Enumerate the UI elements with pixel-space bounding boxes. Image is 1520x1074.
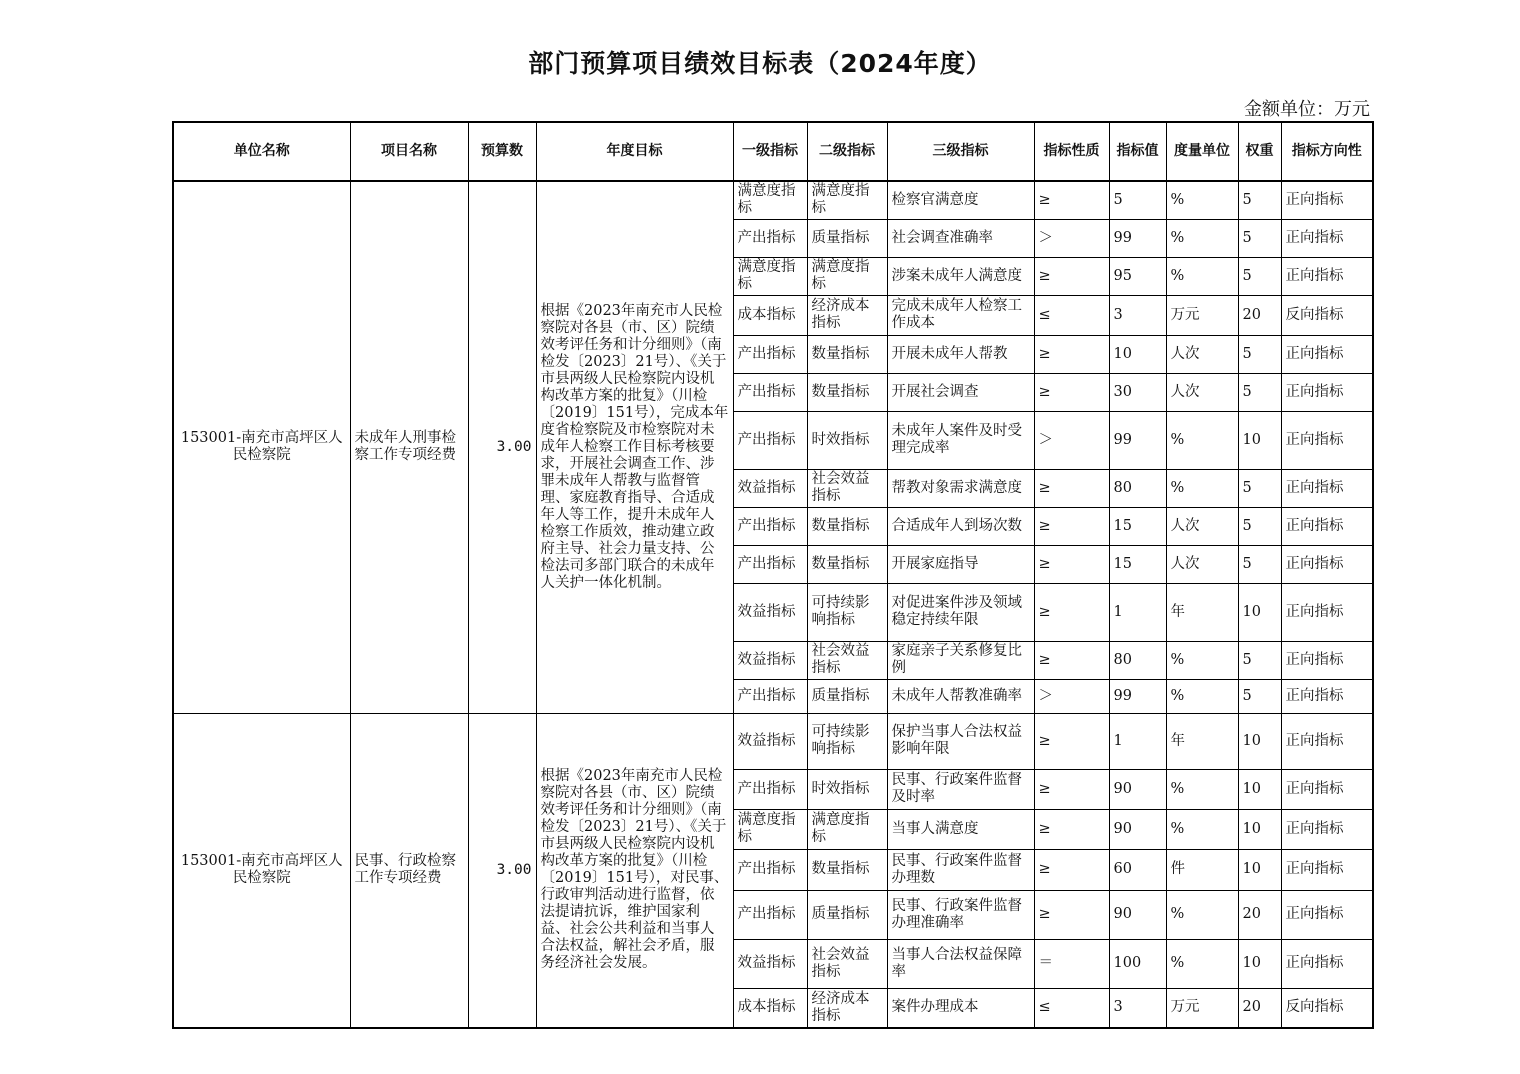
cell-level1: 产出指标 bbox=[733, 679, 807, 713]
cell-project-name: 未成年人刑事检察工作专项经费 bbox=[350, 181, 468, 713]
cell-nature: ≥ bbox=[1034, 469, 1109, 507]
cell-nature: ≥ bbox=[1034, 545, 1109, 583]
cell-level3: 未成年人案件及时受理完成率 bbox=[887, 411, 1034, 469]
cell-level2: 满意度指标 bbox=[807, 809, 887, 849]
cell-level3: 合适成年人到场次数 bbox=[887, 507, 1034, 545]
cell-value: 90 bbox=[1109, 809, 1166, 849]
cell-level2: 社会效益指标 bbox=[807, 641, 887, 679]
cell-value: 3 bbox=[1109, 295, 1166, 335]
cell-value: 99 bbox=[1109, 219, 1166, 257]
cell-level3: 检察官满意度 bbox=[887, 181, 1034, 219]
cell-direction: 正向指标 bbox=[1281, 181, 1373, 219]
cell-level3: 涉案未成年人满意度 bbox=[887, 257, 1034, 295]
cell-level2: 质量指标 bbox=[807, 219, 887, 257]
cell-unit-name: 153001-南充市高坪区人民检察院 bbox=[173, 713, 350, 1028]
cell-direction: 正向指标 bbox=[1281, 545, 1373, 583]
cell-level2: 满意度指标 bbox=[807, 181, 887, 219]
cell-measure: 人次 bbox=[1166, 335, 1238, 373]
cell-weight: 10 bbox=[1238, 411, 1281, 469]
cell-level1: 成本指标 bbox=[733, 988, 807, 1028]
amount-unit-label: 金额单位：万元 bbox=[1244, 99, 1370, 120]
cell-nature: ≥ bbox=[1034, 849, 1109, 890]
cell-level3: 开展社会调查 bbox=[887, 373, 1034, 411]
cell-direction: 反向指标 bbox=[1281, 295, 1373, 335]
cell-measure: % bbox=[1166, 469, 1238, 507]
cell-level1: 产出指标 bbox=[733, 335, 807, 373]
cell-level3: 未成年人帮教准确率 bbox=[887, 679, 1034, 713]
cell-direction: 正向指标 bbox=[1281, 849, 1373, 890]
cell-level3: 民事、行政案件监督办理数 bbox=[887, 849, 1034, 890]
cell-value: 100 bbox=[1109, 939, 1166, 988]
header-value: 指标值 bbox=[1109, 122, 1166, 181]
cell-measure: 万元 bbox=[1166, 988, 1238, 1028]
header-measure: 度量单位 bbox=[1166, 122, 1238, 181]
cell-direction: 正向指标 bbox=[1281, 257, 1373, 295]
cell-weight: 10 bbox=[1238, 939, 1281, 988]
header-row bbox=[173, 122, 1373, 181]
cell-annual-goal: 根据《2023年南充市人民检察院对各县（市、区）院绩效考评任务和计分细则》（南检发〔2023〕21号）、《关于市县两级人民检察院内设机构改革方案的批复》（川检〔2019〕151号），对民事、行政审判活动进行监督，依法提请抗诉，维护国家利益、社会公共利益和当事人合法权益，解社会矛盾，服务经济社会发展。 bbox=[536, 713, 733, 1028]
page-title: 部门预算项目绩效目标表（2024年度） bbox=[528, 49, 992, 78]
cell-level1: 满意度指标 bbox=[733, 809, 807, 849]
cell-value: 99 bbox=[1109, 679, 1166, 713]
cell-value: 3 bbox=[1109, 988, 1166, 1028]
cell-level3: 完成未成年人检察工作成本 bbox=[887, 295, 1034, 335]
cell-level3: 民事、行政案件监督办理准确率 bbox=[887, 890, 1034, 939]
performance-target-table bbox=[172, 121, 1374, 1029]
cell-level1: 效益指标 bbox=[733, 469, 807, 507]
cell-value: 15 bbox=[1109, 507, 1166, 545]
cell-measure: 万元 bbox=[1166, 295, 1238, 335]
header-nature: 指标性质 bbox=[1034, 122, 1109, 181]
cell-measure: % bbox=[1166, 809, 1238, 849]
cell-measure: 人次 bbox=[1166, 545, 1238, 583]
cell-nature: ≤ bbox=[1034, 988, 1109, 1028]
cell-value: 30 bbox=[1109, 373, 1166, 411]
cell-weight: 5 bbox=[1238, 507, 1281, 545]
cell-measure: % bbox=[1166, 181, 1238, 219]
cell-weight: 20 bbox=[1238, 890, 1281, 939]
header-level1: 一级指标 bbox=[733, 122, 807, 181]
cell-level2: 数量指标 bbox=[807, 373, 887, 411]
cell-direction: 正向指标 bbox=[1281, 890, 1373, 939]
cell-value: 90 bbox=[1109, 890, 1166, 939]
cell-weight: 10 bbox=[1238, 713, 1281, 769]
cell-nature: ＝ bbox=[1034, 939, 1109, 988]
cell-level2: 社会效益指标 bbox=[807, 469, 887, 507]
header-direction: 指标方向性 bbox=[1281, 122, 1373, 181]
cell-level1: 满意度指标 bbox=[733, 181, 807, 219]
cell-direction: 正向指标 bbox=[1281, 809, 1373, 849]
header-level3: 三级指标 bbox=[887, 122, 1034, 181]
cell-weight: 10 bbox=[1238, 769, 1281, 809]
cell-measure: % bbox=[1166, 219, 1238, 257]
cell-direction: 正向指标 bbox=[1281, 219, 1373, 257]
cell-project-name: 民事、行政检察工作专项经费 bbox=[350, 713, 468, 1028]
cell-value: 95 bbox=[1109, 257, 1166, 295]
cell-weight: 5 bbox=[1238, 257, 1281, 295]
cell-value: 15 bbox=[1109, 545, 1166, 583]
cell-weight: 5 bbox=[1238, 219, 1281, 257]
cell-level3: 民事、行政案件监督及时率 bbox=[887, 769, 1034, 809]
cell-level3: 对促进案件涉及领域稳定持续年限 bbox=[887, 583, 1034, 641]
cell-direction: 正向指标 bbox=[1281, 713, 1373, 769]
header-weight: 权重 bbox=[1238, 122, 1281, 181]
cell-level1: 产出指标 bbox=[733, 373, 807, 411]
cell-level3: 保护当事人合法权益影响年限 bbox=[887, 713, 1034, 769]
cell-nature: ≥ bbox=[1034, 335, 1109, 373]
cell-level1: 产出指标 bbox=[733, 411, 807, 469]
cell-measure: % bbox=[1166, 939, 1238, 988]
cell-level1: 效益指标 bbox=[733, 713, 807, 769]
cell-direction: 正向指标 bbox=[1281, 373, 1373, 411]
cell-weight: 5 bbox=[1238, 373, 1281, 411]
cell-value: 80 bbox=[1109, 469, 1166, 507]
cell-measure: 人次 bbox=[1166, 507, 1238, 545]
cell-level2: 社会效益指标 bbox=[807, 939, 887, 988]
cell-level2: 经济成本指标 bbox=[807, 988, 887, 1028]
cell-nature: ≥ bbox=[1034, 809, 1109, 849]
cell-measure: % bbox=[1166, 641, 1238, 679]
header-unit: 单位名称 bbox=[173, 122, 350, 181]
cell-direction: 正向指标 bbox=[1281, 411, 1373, 469]
cell-level3: 开展家庭指导 bbox=[887, 545, 1034, 583]
cell-level2: 可持续影响指标 bbox=[807, 583, 887, 641]
cell-value: 90 bbox=[1109, 769, 1166, 809]
cell-weight: 5 bbox=[1238, 335, 1281, 373]
cell-value: 10 bbox=[1109, 335, 1166, 373]
cell-measure: 年 bbox=[1166, 583, 1238, 641]
cell-direction: 正向指标 bbox=[1281, 507, 1373, 545]
cell-annual-goal: 根据《2023年南充市人民检察院对各县（市、区）院绩效考评任务和计分细则》（南检发〔2023〕21号）、《关于市县两级人民检察院内设机构改革方案的批复》（川检〔2019〕151号），完成本年度省检察院及市检察院对未成年人检察工作目标考核要求，开展社会调查工作、涉罪未成年人帮教与监督管理、家庭教育指导、合适成年人等工作，提升未成年人检察工作质效，推动建立政府主导、社会力量支持、公检法司多部门联合的未成年人关护一体化机制。 bbox=[536, 181, 733, 713]
cell-level2: 数量指标 bbox=[807, 507, 887, 545]
cell-direction: 正向指标 bbox=[1281, 679, 1373, 713]
cell-value: 60 bbox=[1109, 849, 1166, 890]
cell-nature: ＞ bbox=[1034, 219, 1109, 257]
cell-measure: % bbox=[1166, 411, 1238, 469]
cell-nature: ≥ bbox=[1034, 373, 1109, 411]
cell-nature: ≥ bbox=[1034, 713, 1109, 769]
cell-level2: 质量指标 bbox=[807, 679, 887, 713]
cell-nature: ≥ bbox=[1034, 583, 1109, 641]
cell-measure: 年 bbox=[1166, 713, 1238, 769]
cell-value: 1 bbox=[1109, 583, 1166, 641]
cell-level1: 效益指标 bbox=[733, 583, 807, 641]
cell-level2: 数量指标 bbox=[807, 335, 887, 373]
cell-nature: ≥ bbox=[1034, 181, 1109, 219]
cell-level3: 开展未成年人帮教 bbox=[887, 335, 1034, 373]
header-goal: 年度目标 bbox=[536, 122, 733, 181]
cell-level2: 时效指标 bbox=[807, 769, 887, 809]
cell-nature: ≥ bbox=[1034, 257, 1109, 295]
cell-measure: % bbox=[1166, 769, 1238, 809]
cell-level2: 质量指标 bbox=[807, 890, 887, 939]
cell-weight: 10 bbox=[1238, 809, 1281, 849]
cell-level1: 产出指标 bbox=[733, 769, 807, 809]
cell-nature: ≥ bbox=[1034, 507, 1109, 545]
cell-level1: 产出指标 bbox=[733, 545, 807, 583]
cell-level3: 社会调查准确率 bbox=[887, 219, 1034, 257]
cell-weight: 5 bbox=[1238, 181, 1281, 219]
cell-level2: 时效指标 bbox=[807, 411, 887, 469]
cell-weight: 20 bbox=[1238, 295, 1281, 335]
cell-budget: 3.00 bbox=[468, 181, 536, 713]
cell-direction: 反向指标 bbox=[1281, 988, 1373, 1028]
cell-budget: 3.00 bbox=[468, 713, 536, 1028]
header-project: 项目名称 bbox=[350, 122, 468, 181]
cell-measure: 人次 bbox=[1166, 373, 1238, 411]
cell-measure: 件 bbox=[1166, 849, 1238, 890]
cell-level2: 经济成本指标 bbox=[807, 295, 887, 335]
cell-nature: ≥ bbox=[1034, 890, 1109, 939]
cell-level3: 帮教对象需求满意度 bbox=[887, 469, 1034, 507]
cell-value: 99 bbox=[1109, 411, 1166, 469]
cell-weight: 20 bbox=[1238, 988, 1281, 1028]
header-level2: 二级指标 bbox=[807, 122, 887, 181]
cell-level1: 成本指标 bbox=[733, 295, 807, 335]
cell-weight: 5 bbox=[1238, 545, 1281, 583]
cell-nature: ≥ bbox=[1034, 769, 1109, 809]
cell-direction: 正向指标 bbox=[1281, 335, 1373, 373]
cell-nature: ＞ bbox=[1034, 679, 1109, 713]
cell-weight: 5 bbox=[1238, 641, 1281, 679]
table-body bbox=[173, 181, 1373, 1028]
cell-level3: 当事人满意度 bbox=[887, 809, 1034, 849]
cell-level1: 产出指标 bbox=[733, 890, 807, 939]
header-budget: 预算数 bbox=[468, 122, 536, 181]
cell-nature: ＞ bbox=[1034, 411, 1109, 469]
cell-direction: 正向指标 bbox=[1281, 469, 1373, 507]
cell-weight: 5 bbox=[1238, 679, 1281, 713]
cell-nature: ≤ bbox=[1034, 295, 1109, 335]
cell-weight: 5 bbox=[1238, 469, 1281, 507]
cell-direction: 正向指标 bbox=[1281, 939, 1373, 988]
table-row bbox=[173, 713, 1373, 769]
cell-level3: 家庭亲子关系修复比例 bbox=[887, 641, 1034, 679]
cell-level2: 数量指标 bbox=[807, 545, 887, 583]
cell-level2: 可持续影响指标 bbox=[807, 713, 887, 769]
cell-level1: 产出指标 bbox=[733, 849, 807, 890]
cell-nature: ≥ bbox=[1034, 641, 1109, 679]
cell-direction: 正向指标 bbox=[1281, 583, 1373, 641]
cell-level2: 数量指标 bbox=[807, 849, 887, 890]
cell-measure: % bbox=[1166, 890, 1238, 939]
cell-level1: 效益指标 bbox=[733, 641, 807, 679]
cell-value: 1 bbox=[1109, 713, 1166, 769]
cell-level1: 产出指标 bbox=[733, 219, 807, 257]
cell-unit-name: 153001-南充市高坪区人民检察院 bbox=[173, 181, 350, 713]
cell-level1: 满意度指标 bbox=[733, 257, 807, 295]
cell-level2: 满意度指标 bbox=[807, 257, 887, 295]
cell-direction: 正向指标 bbox=[1281, 769, 1373, 809]
cell-level1: 效益指标 bbox=[733, 939, 807, 988]
cell-level1: 产出指标 bbox=[733, 507, 807, 545]
cell-value: 5 bbox=[1109, 181, 1166, 219]
cell-measure: % bbox=[1166, 679, 1238, 713]
cell-level3: 当事人合法权益保障率 bbox=[887, 939, 1034, 988]
cell-level3: 案件办理成本 bbox=[887, 988, 1034, 1028]
table-row bbox=[173, 181, 1373, 219]
cell-measure: % bbox=[1166, 257, 1238, 295]
cell-direction: 正向指标 bbox=[1281, 641, 1373, 679]
cell-weight: 10 bbox=[1238, 583, 1281, 641]
cell-weight: 10 bbox=[1238, 849, 1281, 890]
cell-value: 80 bbox=[1109, 641, 1166, 679]
